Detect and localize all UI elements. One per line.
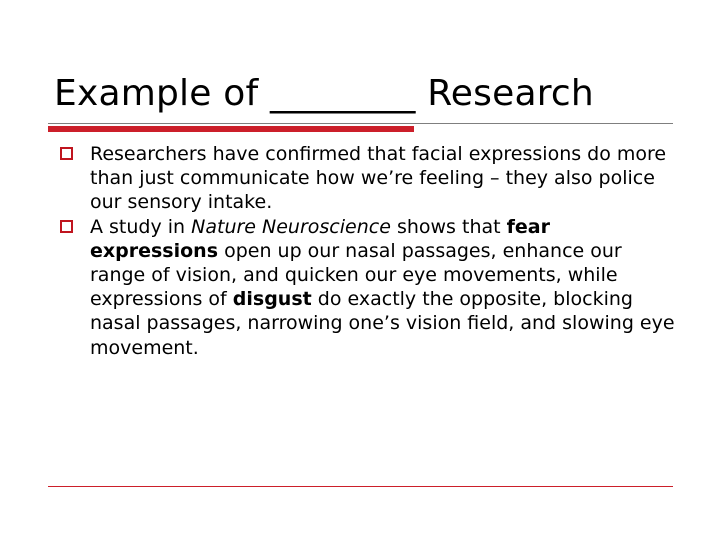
title-accent-bar <box>48 126 414 132</box>
title-divider-line <box>48 123 673 124</box>
bullet-text-segment: A study in <box>90 215 192 238</box>
hollow-square-bullet-icon <box>60 147 73 160</box>
journal-name: Nature Neuroscience <box>191 215 391 238</box>
emphasis-disgust: disgust <box>232 288 312 311</box>
emphasis-fear-expressions: fear expressions <box>90 215 550 262</box>
bullet-item-2 <box>60 215 675 360</box>
footer-divider-line <box>48 486 673 487</box>
hollow-square-bullet-icon <box>60 220 73 233</box>
slide-title: Example of ________ Research <box>54 73 594 114</box>
bullet-item-1 <box>60 142 675 215</box>
bullet-list <box>60 142 675 360</box>
bullet-text-segment: shows that <box>390 215 507 238</box>
bullet-text-segment: do exactly the opposite, blocking nasal passages, narrowing one’s vision field, and slowing eye movement. <box>90 288 675 359</box>
bullet-text-segment: open up our nasal passages, enhance our range of vision, and quicken our eye movements, while expressions of <box>90 239 622 311</box>
bullet-text: Researchers have confirmed that facial expressions do more than just communicate how we’re feeling – they also police our sensory intake. <box>90 143 667 214</box>
